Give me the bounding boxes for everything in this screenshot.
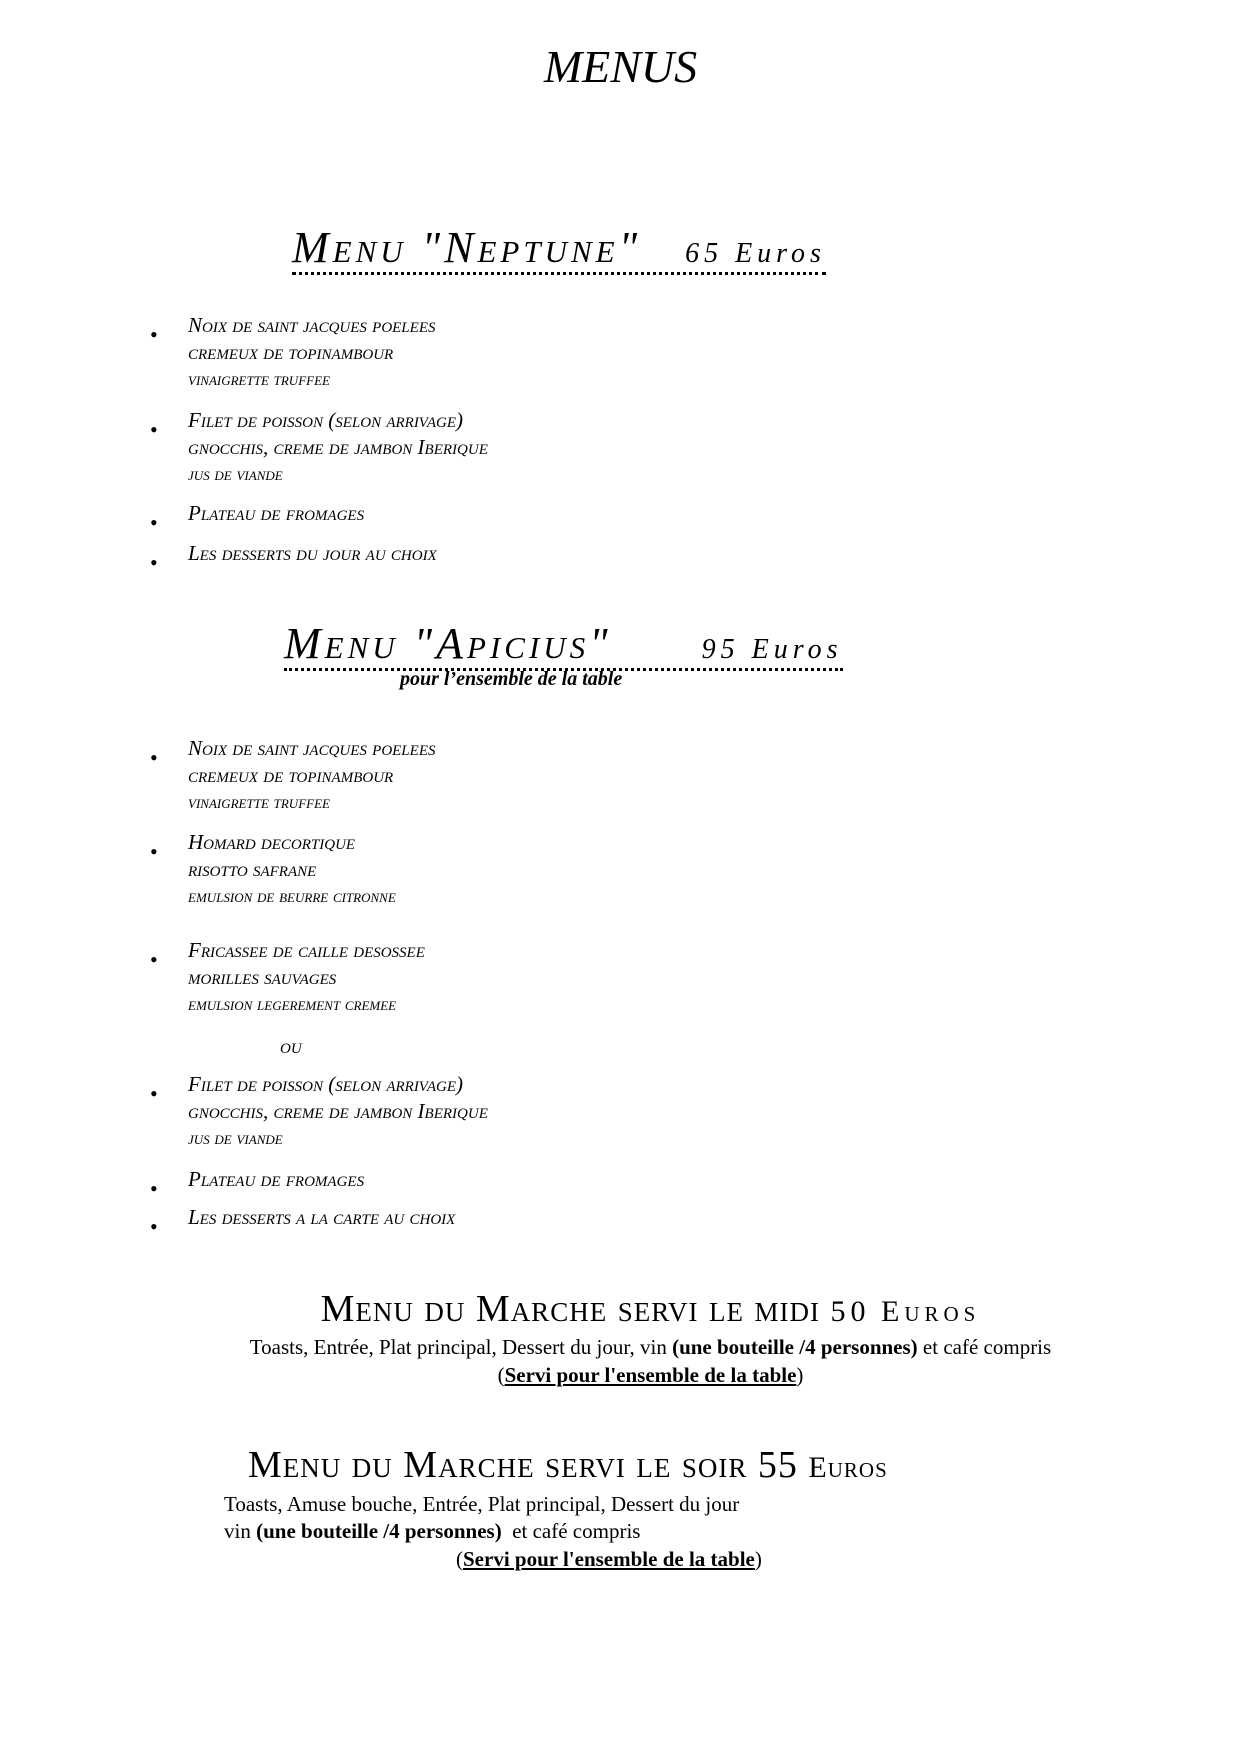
- menu-course: [188, 407, 488, 488]
- menu-soir-note: (Servi pour l'ensemble de la table): [456, 1547, 762, 1571]
- bullet-icon: •: [150, 947, 158, 972]
- note-text: Servi pour l'ensemble de la table: [463, 1547, 755, 1571]
- bold-text: (une bouteille /4 personnes): [256, 1519, 502, 1543]
- course-line: Homard decortique: [188, 830, 356, 854]
- menu-price: 95 Euros: [701, 634, 843, 665]
- or-separator: ou: [280, 1034, 302, 1058]
- menu-course: [188, 312, 435, 393]
- text: Toasts, Entrée, Plat principal, Dessert du jour, vin: [249, 1335, 673, 1359]
- bullet-icon: •: [150, 1214, 158, 1239]
- menu-subtitle: pour l’ensemble de la table: [400, 668, 623, 690]
- course-line: gnocchis, creme de jambon Iberique: [188, 1099, 488, 1123]
- menu-name: Menu "Apicius": [284, 619, 612, 668]
- menu-course: [188, 1071, 488, 1152]
- course-line: Les desserts a la carte au choix: [188, 1205, 456, 1229]
- bullet-icon: •: [150, 550, 158, 575]
- bold-text: (une bouteille /4 personnes): [672, 1335, 918, 1359]
- menu-currency: Euros: [808, 1451, 888, 1484]
- course-line: morilles sauvages: [188, 965, 337, 989]
- course-line: risotto safrane: [188, 857, 317, 881]
- text: vin: [224, 1519, 257, 1543]
- bullet-icon: •: [150, 1176, 158, 1201]
- menu-course: [188, 735, 435, 816]
- menu-course: [188, 829, 396, 910]
- menu-soir-heading: [248, 1446, 888, 1484]
- bullet-icon: •: [150, 745, 158, 770]
- text: et café compris: [917, 1335, 1052, 1359]
- course-line: vinaigrette truffee: [188, 792, 330, 813]
- menu-name: Menu du Marche servi le soir: [248, 1444, 748, 1486]
- menu-price: 65 Euros: [685, 238, 826, 269]
- bullet-icon: •: [150, 1081, 158, 1106]
- menu-soir-line1: Toasts, Amuse bouche, Entrée, Plat principal, Dessert du jour: [224, 1492, 740, 1516]
- course-line: jus de viande: [188, 1128, 283, 1149]
- menu-currency: Euros: [881, 1295, 981, 1328]
- menu-midi-heading: [0, 1290, 1241, 1328]
- course-line: gnocchis, creme de jambon Iberique: [188, 435, 488, 459]
- course-line: Noix de saint jacques poelees: [188, 313, 436, 337]
- course-line: emulsion legerement cremee: [188, 994, 397, 1015]
- page-title: MENUS: [543, 41, 698, 92]
- course-line: Filet de poisson (selon arrivage): [188, 408, 464, 432]
- course-line: Filet de poisson (selon arrivage): [188, 1072, 464, 1096]
- menu-soir-line2: [224, 1518, 640, 1545]
- note-text: Servi pour l'ensemble de la table: [504, 1363, 797, 1387]
- bullet-icon: •: [150, 322, 158, 347]
- menu-course: [188, 937, 425, 1018]
- course-line: cremeux de topinambour: [188, 763, 394, 787]
- bullet-icon: •: [150, 417, 158, 442]
- text: et café compris: [501, 1519, 641, 1543]
- menu-course: [188, 1204, 455, 1231]
- course-line: cremeux de topinambour: [188, 340, 394, 364]
- menu-course: [188, 540, 437, 567]
- menu-name: Menu "Neptune": [292, 223, 642, 272]
- course-line: emulsion de beurre citronne: [188, 886, 396, 907]
- course-line: Plateau de fromages: [188, 1167, 365, 1191]
- course-line: Noix de saint jacques poelees: [188, 736, 436, 760]
- course-line: Plateau de fromages: [188, 501, 365, 525]
- menu-course: [188, 500, 364, 527]
- bullet-icon: •: [150, 839, 158, 864]
- course-line: vinaigrette truffee: [188, 369, 330, 390]
- menu-apicius-heading: [284, 619, 843, 671]
- course-line: Les desserts du jour au choix: [188, 541, 437, 565]
- menu-course: [188, 1166, 364, 1193]
- menu-price: 50: [830, 1295, 871, 1328]
- menu-midi-description: [0, 1334, 1241, 1361]
- menu-midi-note: (Servi pour l'ensemble de la table): [497, 1363, 804, 1387]
- bullet-icon: •: [150, 510, 158, 535]
- menu-name: Menu du Marche servi le midi: [320, 1288, 821, 1330]
- menu-price: 55: [757, 1444, 798, 1486]
- course-line: jus de viande: [188, 464, 283, 485]
- course-line: Fricassee de caille desossee: [188, 938, 425, 962]
- menu-neptune-heading: [292, 223, 826, 275]
